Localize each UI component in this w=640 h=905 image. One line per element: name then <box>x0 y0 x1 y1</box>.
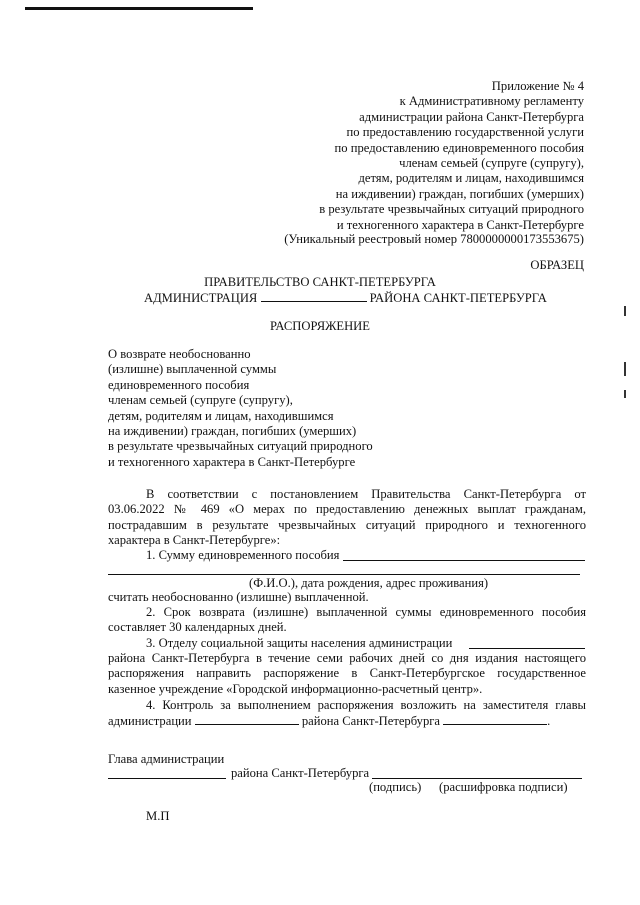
item-4-district: района Санкт-Петербурга <box>301 714 440 728</box>
government-heading: ПРАВИТЕЛЬСТВО САНКТ-ПЕТЕРБУРГА <box>204 275 436 289</box>
scan-edge-mark <box>624 306 626 316</box>
document-title: РАСПОРЯЖЕНИЕ <box>270 319 370 333</box>
item-4-line <box>108 713 550 729</box>
appendix-line: по предоставлению государственной услуги <box>346 125 584 140</box>
subject-line: О возврате необоснованно <box>108 347 251 361</box>
signature-line <box>372 778 582 779</box>
signature-district: района Санкт-Петербурга <box>231 766 370 780</box>
item-4-blank <box>443 713 547 725</box>
administration-heading <box>144 290 547 306</box>
subject-line: в результате чрезвычайных ситуаций природного <box>108 439 373 454</box>
top-rule <box>25 7 253 10</box>
appendix-line: на иждивении) граждан, погибших (умерших) <box>335 186 584 201</box>
item-3-rest <box>108 651 586 697</box>
item-1-blank <box>343 560 585 561</box>
appendix-line: в результате чрезвычайных ситуаций природного <box>319 202 584 217</box>
signature-caption: (подпись) <box>369 780 422 794</box>
subject-line: на иждивении) граждан, погибших (умерших) <box>108 424 357 439</box>
signature-head: Глава администрации <box>108 752 225 766</box>
item-2 <box>108 605 586 636</box>
appendix-line: Приложение № 4 <box>491 79 584 93</box>
appendix-line: и техногенного характера в Санкт-Петербурге <box>336 217 584 232</box>
item-4: 4. Контроль за выполнением распоряжения возложить на заместителя главы <box>146 698 586 712</box>
item-1-start: 1. Сумму единовременного пособия <box>146 548 340 562</box>
stamp-placeholder: М.П <box>146 809 170 823</box>
subject-line: (излишне) выплаченной суммы <box>108 362 277 377</box>
preamble-paragraph: В соответствии с постановлением Правительства Санкт-Петербурга от 03.06.2022 № 469 «О мерах по предоставлению денежных выплат гражданам, пострадавшим в результате чрезвычайных ситуаций природного и техногенного характера в Санкт-Петербурге»: <box>108 487 586 548</box>
scan-edge-mark <box>624 362 626 376</box>
appendix-line: детям, родителям и лицам, находившимся <box>358 171 584 186</box>
item-3-blank <box>469 648 585 649</box>
decoding-caption: (расшифровка подписи) <box>439 780 568 794</box>
appendix-line: членам семьей (супруге (супругу), <box>399 156 584 171</box>
appendix-line: к Административному регламенту <box>399 94 584 109</box>
administration-label: АДМИНИСТРАЦИЯ <box>144 291 258 305</box>
subject-block <box>108 347 408 470</box>
sample-label: ОБРАЗЕЦ <box>530 258 584 272</box>
body-preamble <box>108 487 586 549</box>
item-3-start: 3. Отделу социальной защиты населения администрации <box>146 636 453 650</box>
subject-line: единовременного пособия <box>108 377 250 392</box>
registry-number: (Уникальный реестровый номер 7800000000173553675) <box>284 232 584 246</box>
district-label: РАЙОНА САНКТ-ПЕТЕРБУРГА <box>369 291 547 305</box>
district-blank <box>261 290 367 302</box>
item-1-end: считать необоснованно (излишне) выплаченной. <box>108 590 369 604</box>
item-4-end: . <box>547 714 551 728</box>
item-1-caption: (Ф.И.О.), дата рождения, адрес проживания) <box>249 576 489 590</box>
item-4-admin: администрации <box>108 714 192 728</box>
signature-blank <box>108 778 226 779</box>
subject-line: детям, родителям и лицам, находившимся <box>108 408 334 423</box>
subject-line: и техногенного характера в Санкт-Петербурге <box>108 454 356 469</box>
appendix-line: по предоставлению единовременного пособия <box>334 140 584 155</box>
subject-line: членам семьей (супруге (супругу), <box>108 393 293 408</box>
item-1-blank <box>108 574 580 575</box>
appendix-line: администрации района Санкт-Петербурга <box>359 109 584 124</box>
scan-edge-mark <box>624 390 626 398</box>
item-2-paragraph: 2. Срок возврата (излишне) выплаченной суммы единовременного пособия составляет 30 календарных дней. <box>108 605 586 635</box>
item-3-paragraph: района Санкт-Петербурга в течение семи рабочих дней со дня издания настоящего распоряжения направить распоряжение в Санкт-Петербургское государственное казенное учреждение «Городской информационно-расчетный центр». <box>108 651 586 696</box>
item-4-blank <box>195 713 299 725</box>
appendix-block <box>254 79 584 233</box>
